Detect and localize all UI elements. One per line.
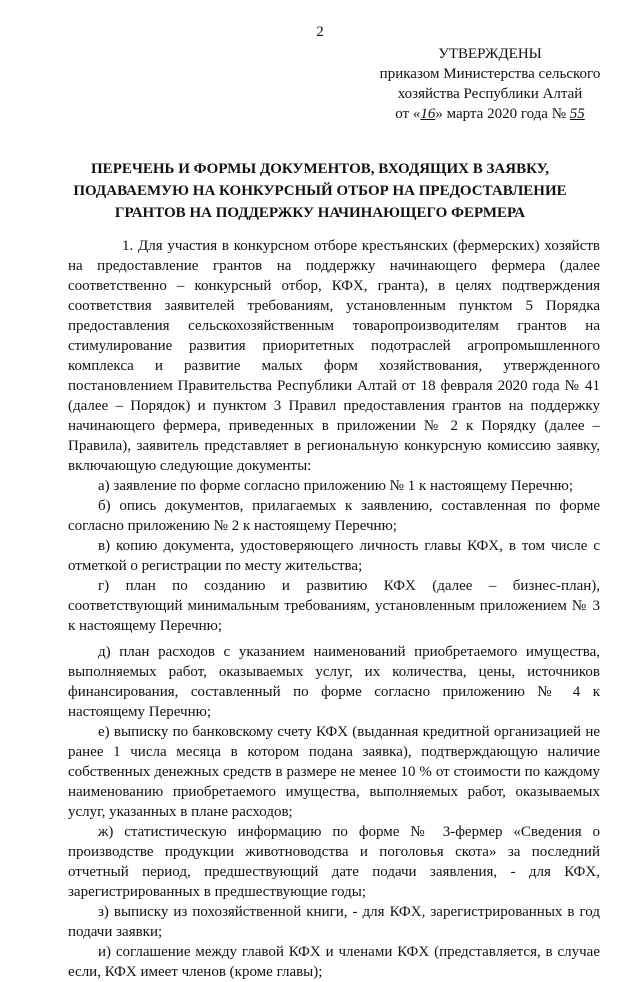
approval-heading: УТВЕРЖДЕНЫ bbox=[438, 46, 542, 62]
item-v: в) копию документа, удостоверяющего личность главы КФХ, в том числе с отметкой о регистрации по месту жительства; bbox=[68, 538, 600, 574]
approval-line-1: приказом Министерства сельского bbox=[379, 66, 601, 82]
item-b: б) опись документов, прилагаемых к заявлению, составленная по форме согласно приложению № 2 к настоящему Перечню; bbox=[68, 498, 600, 534]
item-g: г) план по созданию и развитию КФХ (далее – бизнес-план), соответствующий минимальным требованиям, установленным приложением № 3 к настоящему Перечню; bbox=[68, 578, 600, 634]
approval-stamp bbox=[370, 44, 610, 124]
item-z: з) выписку из похозяйственной книги, - для КФХ, зарегистрированных в год подачи заявки; bbox=[68, 904, 600, 940]
paragraph-1: 1. Для участия в конкурсном отборе крестьянских (фермерских) хозяйств на предоставление грантов на поддержку начинающего фермера (далее соответственно – конкурсный отбор, КФХ, гранта), в целях подтверждения соответствия заявителей требованиям, установленным пунктом 5 Порядка предоставления сельскохозяйственным товаропроизводителям грантов на стимулирование развития приоритетных подотраслей агропромышленного комплекса и развитие малых форм хозяйствования, утвержденного постановлением Правительства Республики Алтай от 18 февраля 2020 года № 41 (далее – Порядок) и пунктом 3 Правил предоставления грантов на поддержку начинающего фермера, приведенных в приложении № 2 к Порядку (далее – Правила), заявитель представляет в региональную конкурсную комиссию заявку, включающую следующие документы: bbox=[68, 238, 600, 474]
date-prefix: от « bbox=[395, 106, 421, 122]
handwritten-day: 16 bbox=[420, 106, 436, 122]
item-zh: ж) статистическую информацию по форме № 3-фермер «Сведения о производстве продукции животноводства и поголовья скота» за последний отчетный период, предшествующий дате подачи заявления, - для КФХ, зарегистрированных в предшествующие годы; bbox=[68, 824, 600, 900]
item-a: а) заявление по форме согласно приложению № 1 к настоящему Перечню; bbox=[98, 478, 574, 494]
title-line-2: ПОДАВАЕМУЮ НА КОНКУРСНЫЙ ОТБОР НА ПРЕДОСТАВЛЕНИЕ bbox=[73, 183, 567, 199]
approval-date-line bbox=[370, 104, 610, 124]
title-line-3: ГРАНТОВ НА ПОДДЕРЖКУ НАЧИНАЮЩЕГО ФЕРМЕРА bbox=[114, 205, 526, 221]
handwritten-number: 55 bbox=[569, 106, 585, 122]
page-number: 2 bbox=[316, 24, 324, 40]
approval-line-2: хозяйства Республики Алтай bbox=[397, 86, 583, 102]
date-middle: » марта 2020 года № bbox=[435, 106, 567, 122]
item-i: и) соглашение между главой КФХ и членами КФХ (представляется, в случае если, КФХ имеет членов (кроме главы); bbox=[68, 944, 600, 980]
title-line-1: ПЕРЕЧЕНЬ И ФОРМЫ ДОКУМЕНТОВ, ВХОДЯЩИХ В ЗАЯВКУ, bbox=[91, 161, 549, 177]
item-e: е) выписку по банковскому счету КФХ (выданная кредитной организацией не ранее 1 числа месяца в котором подана заявка), подтверждающую наличие собственных денежных средств в размере не менее 10 % от стоимости по каждому наименованию приобретаемого имущества, выполняемых работ, оказываемых услуг, указанных в плане расходов; bbox=[68, 724, 600, 820]
document-title bbox=[40, 158, 600, 224]
item-d: д) план расходов с указанием наименований приобретаемого имущества, выполняемых работ, оказываемых услуг, их количества, цены, источников финансирования, составленный по форме согласно приложению № 4 к настоящему Перечню; bbox=[68, 644, 600, 720]
document-body bbox=[68, 236, 600, 982]
